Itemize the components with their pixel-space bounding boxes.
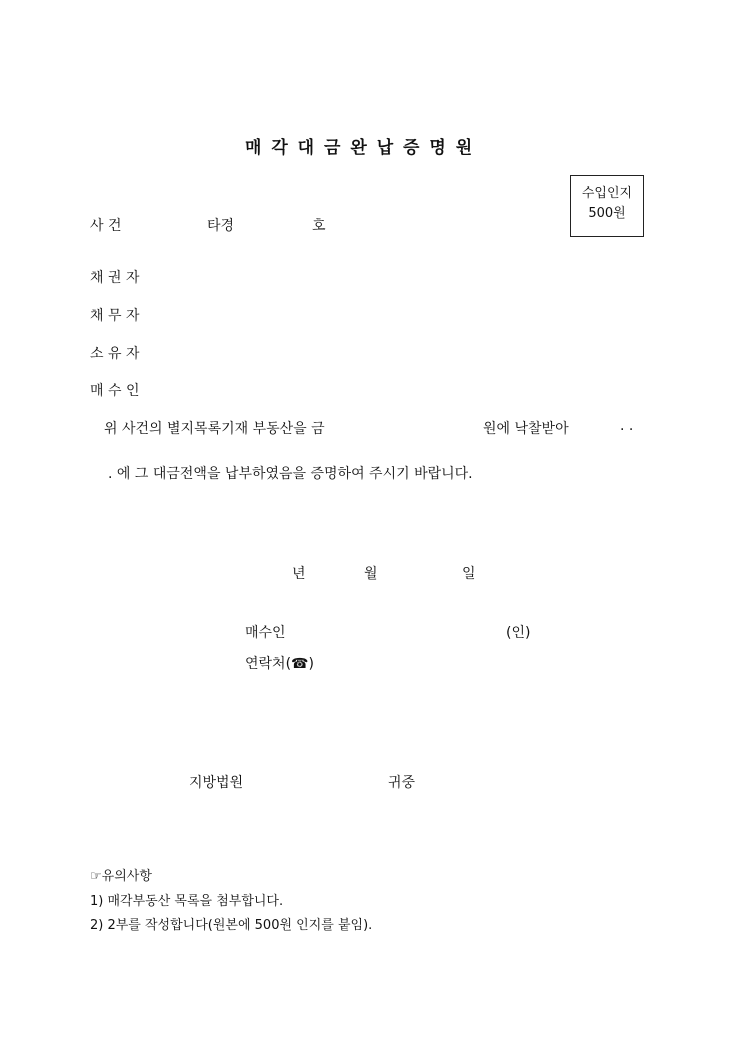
court-honorific: 귀중 — [388, 775, 416, 791]
debtor-label: 채 무 자 — [90, 308, 140, 324]
case-label: 사 건 — [90, 218, 122, 234]
notes-heading: ☞유의사항 — [90, 869, 152, 884]
stamp-amount: 500원 — [588, 206, 626, 221]
case-suffix: 호 — [312, 218, 326, 234]
stamp-label: 수입인지 — [581, 186, 633, 201]
date-year: 년 — [292, 566, 306, 582]
body-line2: . 에 그 대금전액을 납부하였음을 증명하여 주시기 바랍니다. — [108, 466, 473, 482]
body-line1-a: 위 사건의 별지목록기재 부동산을 금 — [104, 421, 325, 437]
document-title: 매 각 대 금 완 납 증 명 원 — [245, 138, 475, 158]
signer-buyer-label: 매수인 — [245, 625, 286, 641]
revenue-stamp-box — [570, 175, 644, 237]
notes-item-1: 1) 매각부동산 목록을 첨부합니다. — [90, 894, 284, 909]
court-name: 지방법원 — [189, 775, 244, 791]
date-month: 월 — [364, 566, 378, 582]
notes-item-2: 2) 2부를 작성합니다(원본에 500원 인지를 붙임). — [90, 918, 373, 933]
case-type: 타경 — [207, 218, 235, 234]
buyer-label: 매 수 인 — [90, 383, 140, 399]
date-day: 일 — [462, 566, 476, 582]
creditor-label: 채 권 자 — [90, 270, 140, 286]
signer-contact-label: 연락처(☎) — [245, 656, 314, 672]
body-line1-date-dots: . . — [620, 418, 634, 434]
owner-label: 소 유 자 — [90, 346, 140, 362]
signer-seal: (인) — [506, 625, 531, 641]
body-line1-b: 원에 낙찰받아 — [483, 421, 569, 437]
